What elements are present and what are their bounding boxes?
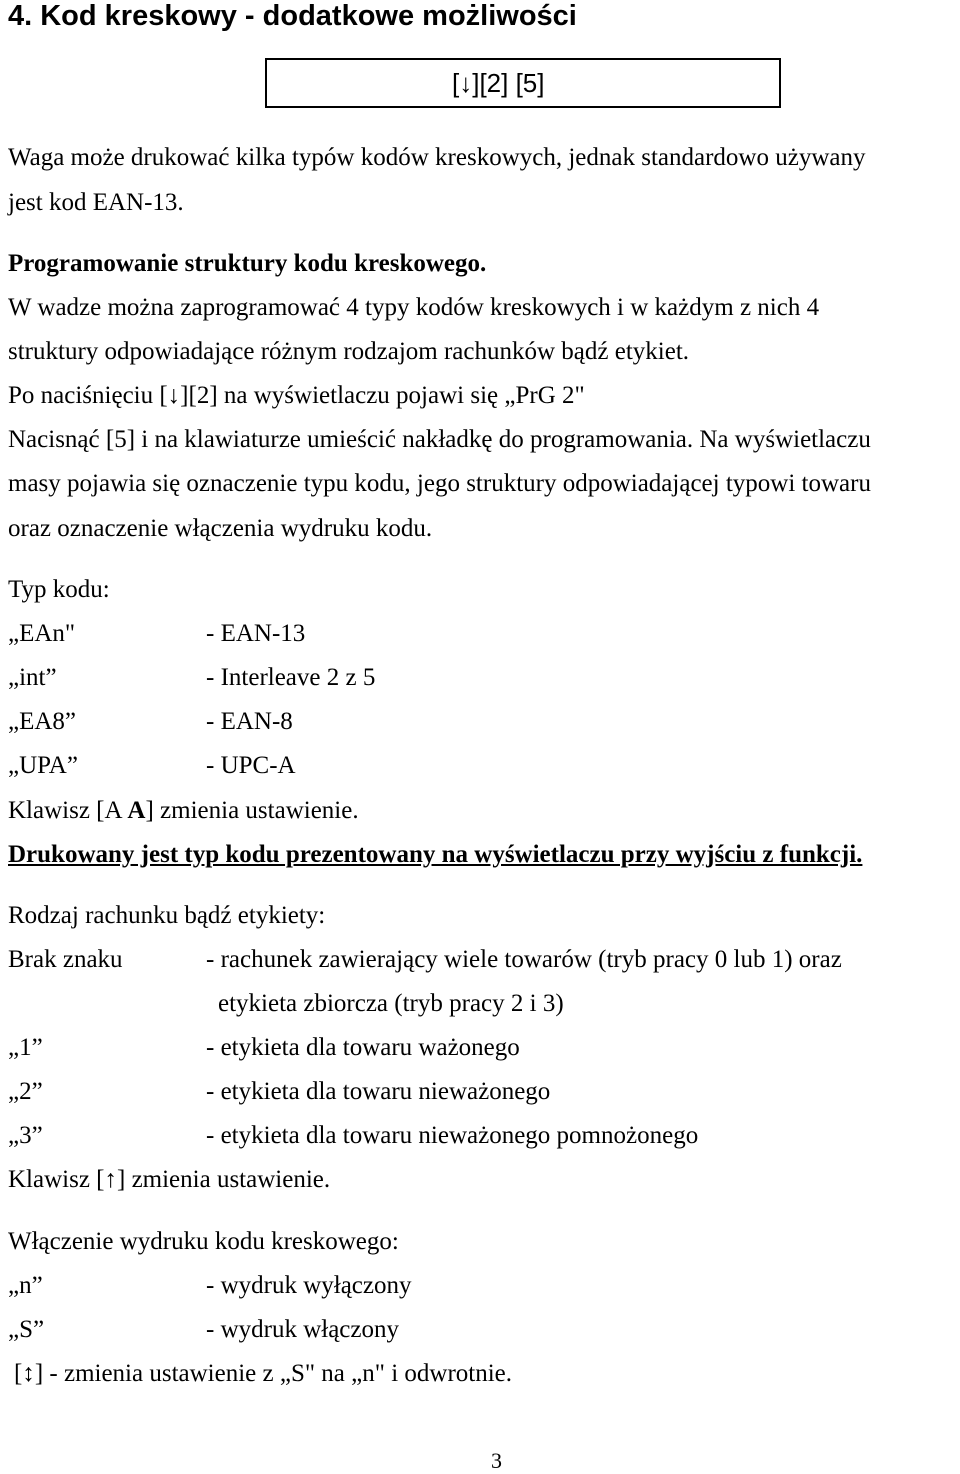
key-bold: A: [127, 797, 146, 824]
page-number: 3: [491, 1448, 502, 1473]
code-type-term: „EA8”: [8, 708, 77, 735]
print-enable-title: Włączenie wydruku kodu kreskowego:: [8, 1228, 399, 1255]
key-suffix: ] zmienia ustawienie.: [145, 797, 359, 824]
receipt-type-def: - etykieta dla towaru nieważonego: [206, 1078, 551, 1105]
code-type-def: - EAN-13: [206, 620, 306, 647]
receipt-type-key-line: Klawisz [↑] zmienia ustawienie.: [8, 1166, 331, 1193]
receipt-type-term: „2”: [8, 1078, 43, 1105]
code-type-note: Drukowany jest typ kodu prezentowany na wyświetlaczu przy wyjściu z funkcji.: [8, 841, 863, 868]
print-option-term: „S”: [8, 1316, 45, 1343]
key-prefix: Klawisz [A: [8, 797, 128, 824]
section-title: Programowanie struktury kodu kreskowego.: [8, 250, 487, 277]
print-option-def: - wydruk wyłączony: [206, 1272, 412, 1299]
intro-line-2: jest kod EAN-13.: [8, 189, 184, 216]
receipt-type-def: - etykieta dla towaru nieważonego pomnożonego: [206, 1122, 699, 1149]
paragraph-line-2: struktury odpowiadające różnym rodzajom rachunków bądź etykiet.: [8, 338, 690, 365]
code-types-title: Typ kodu:: [8, 576, 110, 603]
paragraph-line-6: oraz oznaczenie włączenia wydruku kodu.: [8, 515, 433, 542]
receipt-type-term: „1”: [8, 1034, 43, 1061]
section-heading: 4. Kod kreskowy - dodatkowe możliwości: [8, 0, 577, 32]
receipt-type-def: - etykieta dla towaru ważonego: [206, 1034, 520, 1061]
receipt-type-def-continued: etykieta zbiorcza (tryb pracy 2 i 3): [218, 990, 564, 1017]
receipt-type-term: Brak znaku: [8, 946, 123, 973]
code-type-def: - EAN-8: [206, 708, 293, 735]
code-type-key-line: [8, 797, 359, 825]
key-sequence-box: [265, 58, 781, 108]
code-type-term: „EAn": [8, 620, 76, 647]
receipt-types-title: Rodzaj rachunku bądź etykiety:: [8, 902, 326, 929]
print-enable-key-line: [↕] - zmienia ustawienie z „S" na „n" i odwrotnie.: [14, 1360, 513, 1387]
paragraph-line-1: W wadze można zaprogramować 4 typy kodów kreskowych i w każdym z nich 4: [8, 294, 820, 321]
key-sequence-text: [↓][2] [5]: [452, 68, 545, 98]
code-type-term: „int”: [8, 664, 57, 691]
receipt-type-def: - rachunek zawierający wiele towarów (tryb pracy 0 lub 1) oraz: [206, 946, 842, 973]
print-option-term: „n”: [8, 1272, 43, 1299]
print-option-def: - wydruk włączony: [206, 1316, 399, 1343]
paragraph-line-4: Nacisnąć [5] i na klawiaturze umieścić nakładkę do programowania. Na wyświetlaczu: [8, 426, 871, 453]
receipt-type-term: „3”: [8, 1122, 43, 1149]
intro-line-1: Waga może drukować kilka typów kodów kreskowych, jednak standardowo używany: [8, 144, 866, 171]
paragraph-line-3: Po naciśnięciu [↓][2] na wyświetlaczu pojawi się „PrG 2": [8, 382, 585, 409]
code-type-def: - UPC-A: [206, 752, 296, 779]
code-type-def: - Interleave 2 z 5: [206, 664, 376, 691]
paragraph-line-5: masy pojawia się oznaczenie typu kodu, jego struktury odpowiadającej typowi towaru: [8, 470, 871, 497]
code-type-term: „UPA”: [8, 752, 78, 779]
